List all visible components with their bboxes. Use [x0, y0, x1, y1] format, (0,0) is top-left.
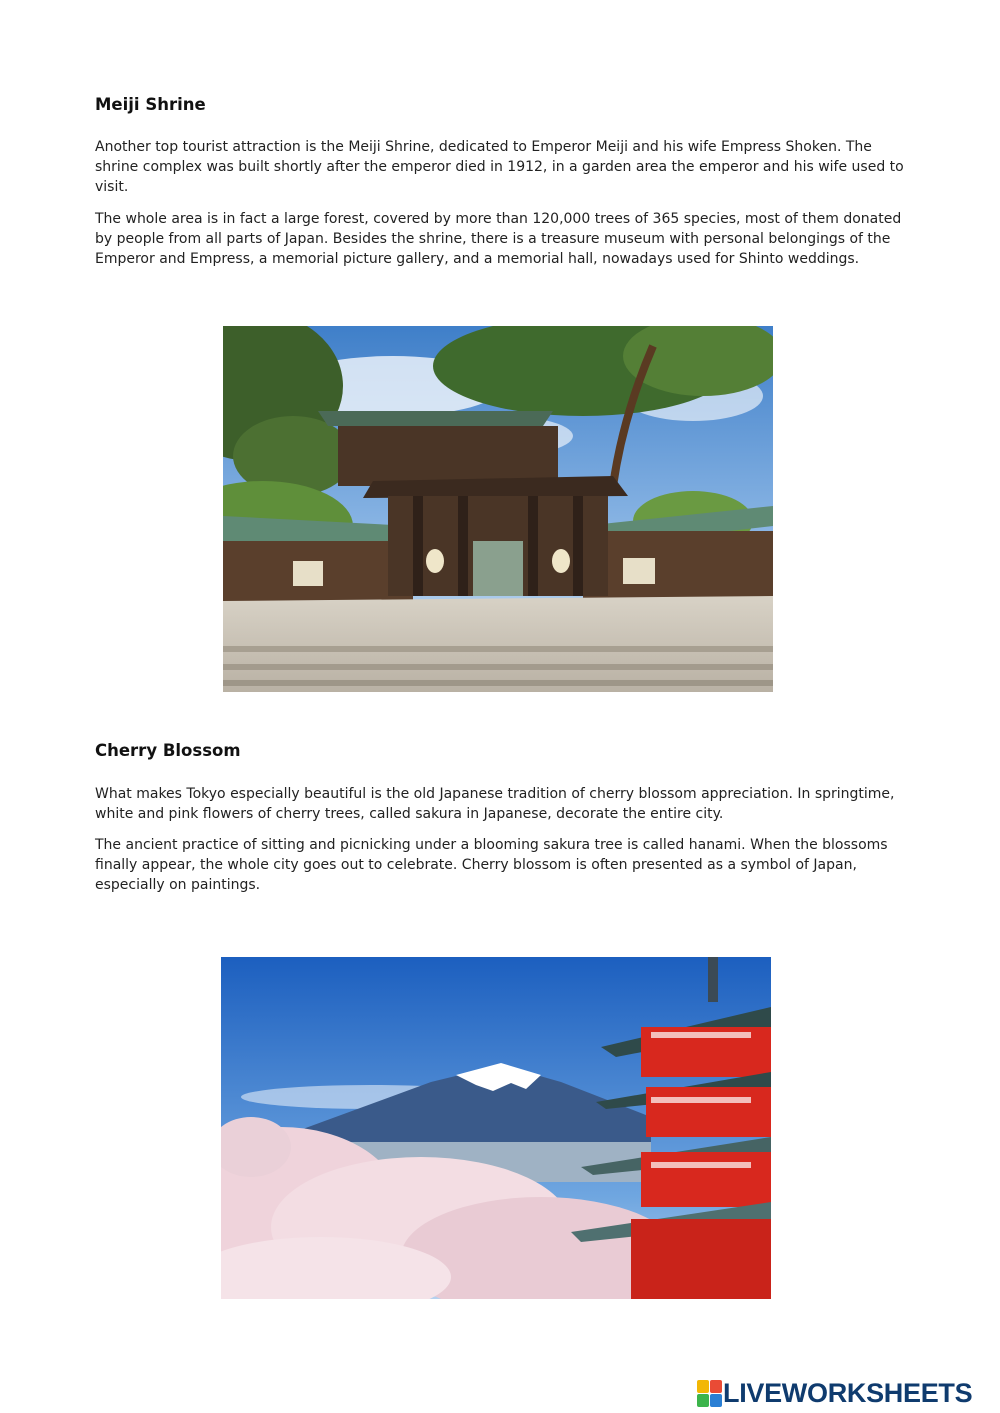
section-title-meiji-shrine: Meiji Shrine: [95, 95, 206, 114]
cherry-blossom-photo: [221, 957, 771, 1299]
liveworksheets-logo-icon: [697, 1380, 721, 1406]
paragraph-cherry-1: What makes Tokyo especially beautiful is the old Japanese tradition of cherry blossom appreciation. In springtime, white and pink flowers of cherry trees, called sakura in Japanese, decorate the entire city.: [95, 786, 895, 822]
section-title-cherry-blossom: Cherry Blossom: [95, 741, 241, 760]
liveworksheets-logo-text: LIVEWORKSHEETS: [723, 1377, 973, 1408]
paragraph-meiji-2: The whole area is in fact a large forest, covered by more than 120,000 trees of 365 species, most of them donated by people from all parts of Japan. Besides the shrine, there is a treasure museum with personal belongings of the Emperor and Empress, a memorial picture gallery, and a memorial hall, nowadays used for Shinto weddings.: [95, 211, 902, 267]
liveworksheets-brand: [697, 1378, 972, 1408]
meiji-shrine-photo: [223, 326, 773, 692]
paragraph-cherry-2: The ancient practice of sitting and picnicking under a blooming sakura tree is called hanami. When the blossoms finally appear, the whole city goes out to celebrate. Cherry blossom is often presented as a symbol of Japan, especially on paintings.: [95, 837, 888, 893]
paragraph-meiji-1: Another top tourist attraction is the Meiji Shrine, dedicated to Emperor Meiji and his wife Empress Shoken. The shrine complex was built shortly after the emperor died in 1912, in a garden area the emperor and his wife used to visit.: [95, 139, 904, 195]
